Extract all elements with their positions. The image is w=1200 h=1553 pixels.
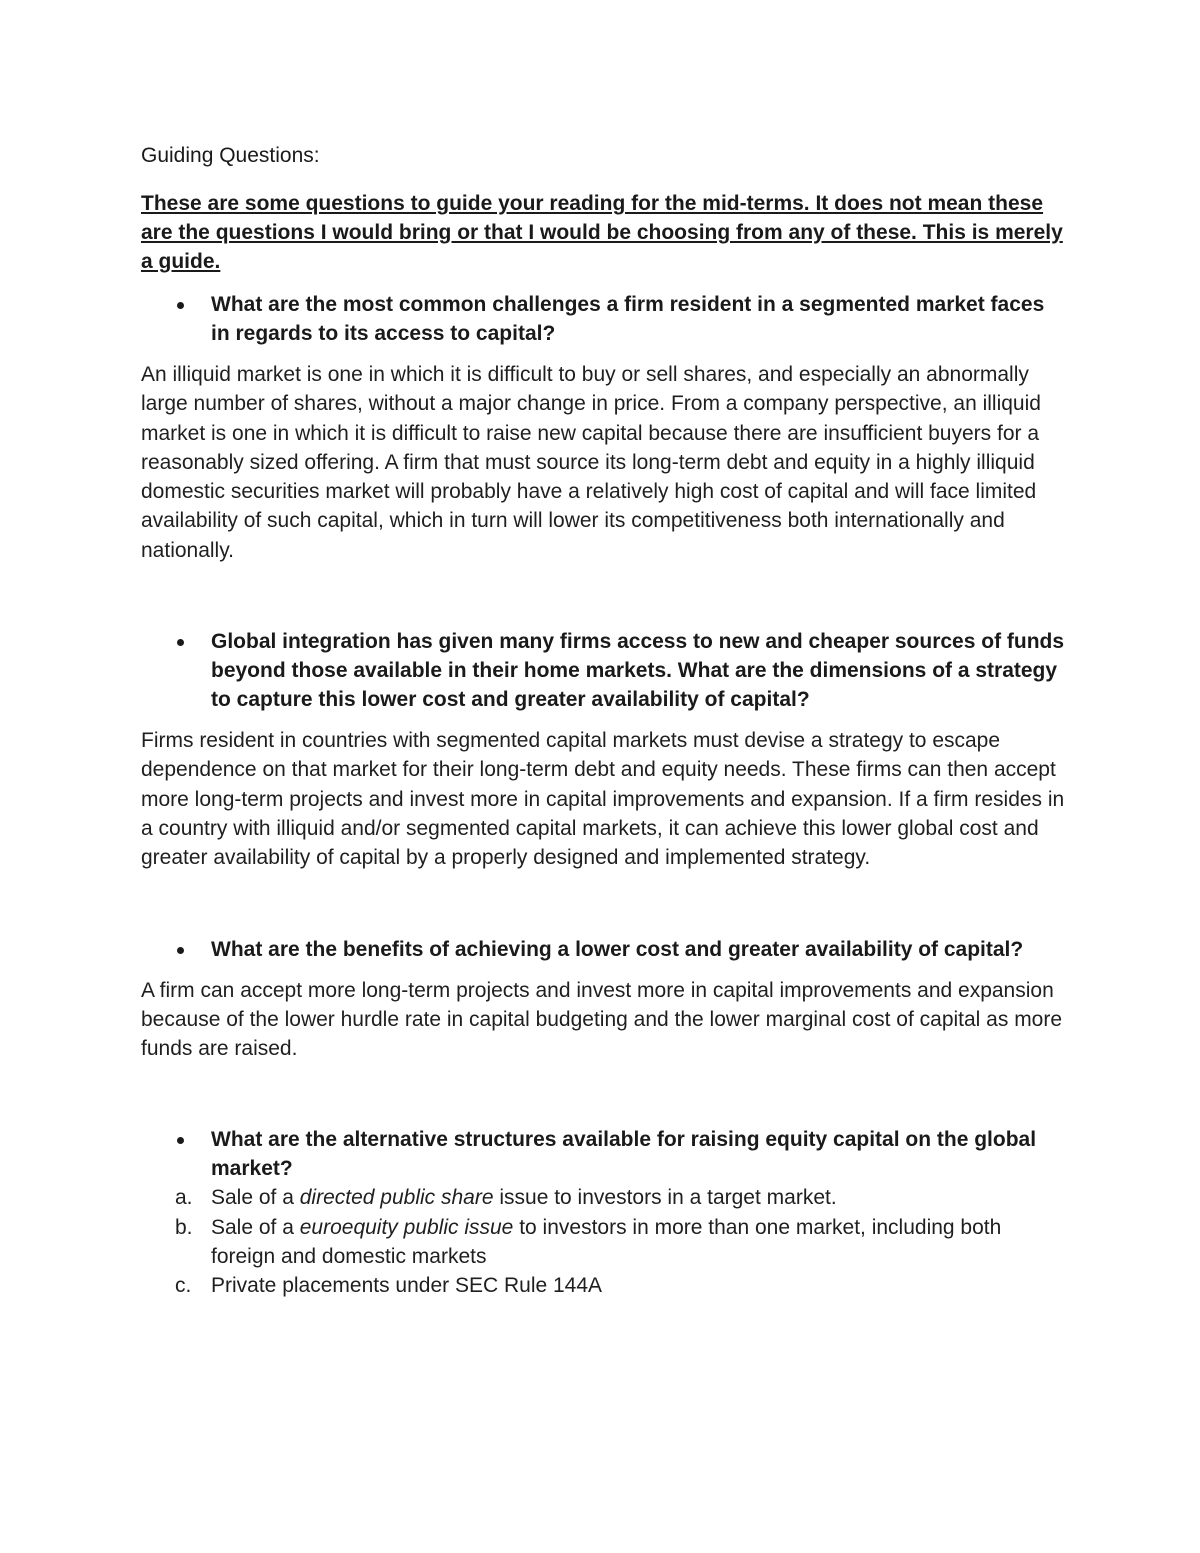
- bullet-icon: [177, 1137, 184, 1144]
- question-3-text: What are the benefits of achieving a lower cost and greater availability of capital?: [211, 937, 1024, 961]
- bullet-icon: [177, 639, 184, 646]
- list-item: [141, 1183, 1066, 1212]
- list-marker: b.: [175, 1215, 193, 1239]
- bullet-icon: [177, 947, 184, 954]
- spacer: [141, 565, 1066, 627]
- list-item-text: issue to investors in a target market.: [493, 1186, 837, 1210]
- answer-3: A firm can accept more long-term projects and invest more in capital improvements and expansion because of the lower hurdle rate in capital budgeting and the lower marginal cost of capital as more funds are raised.: [141, 978, 1063, 1061]
- list-item-text: to investors in more than one market, including both foreign and domestic markets: [211, 1215, 1002, 1269]
- list-marker: c.: [175, 1274, 192, 1298]
- question-2-text: Global integration has given many firms access to new and cheaper sources of funds beyond those available in their home markets. What are the dimensions of a strategy to capture this lower cost and greater availability of capital?: [211, 630, 1065, 712]
- spacer: [141, 1063, 1066, 1125]
- list-item-text: Sale of a: [211, 1186, 300, 1210]
- list-marker: a.: [175, 1186, 193, 1210]
- question-1-text: What are the most common challenges a firm resident in a segmented market faces in regards to its access to capital?: [211, 293, 1045, 345]
- list-item-text: Sale of a: [211, 1215, 300, 1239]
- spacer: [141, 873, 1066, 935]
- list-item: [141, 1271, 1066, 1300]
- list-item-text: Private placements under SEC Rule 144A: [211, 1274, 603, 1298]
- structures-list: [141, 1183, 1066, 1300]
- intro-disclaimer: These are some questions to guide your reading for the mid-terms. It does not mean these are the questions I would bring or that I would be choosing from any of these. This is merely a guide.: [141, 192, 1063, 273]
- answer-2: Firms resident in countries with segmented capital markets must devise a strategy to escape dependence on that market for their long-term debt and equity needs. These firms can then accept more long-term projects and invest more in capital improvements and expansion. If a firm resides in a country with illiquid and/or segmented capital markets, it can achieve this lower global cost and greater availability of capital by a properly designed and implemented strategy.: [141, 729, 1065, 870]
- question-3: [141, 935, 1066, 964]
- bullet-icon: [177, 302, 184, 309]
- list-item-emphasis: euroequity public issue: [299, 1215, 514, 1239]
- question-4-text: What are the alternative structures available for raising equity capital on the global market?: [211, 1128, 1037, 1181]
- page-title: Guiding Questions:: [141, 144, 320, 167]
- question-4: [141, 1125, 1066, 1183]
- answer-1: An illiquid market is one in which it is difficult to buy or sell shares, and especially an abnormally large number of shares, without a major change in price. From a company perspective, an illiquid market is one in which it is difficult to raise new capital because there are insufficient buyers for a reasonably sized offering. A firm that must source its long-term debt and equity in a highly illiquid domestic securities market will probably have a relatively high cost of capital and will face limited availability of such capital, which in turn will lower its competitiveness both internationally and nationally.: [141, 363, 1041, 562]
- list-item-emphasis: directed public share: [299, 1186, 494, 1210]
- document-page: [141, 141, 1066, 1301]
- list-item: [141, 1213, 1066, 1272]
- question-1: [141, 290, 1066, 348]
- question-2: [141, 627, 1066, 714]
